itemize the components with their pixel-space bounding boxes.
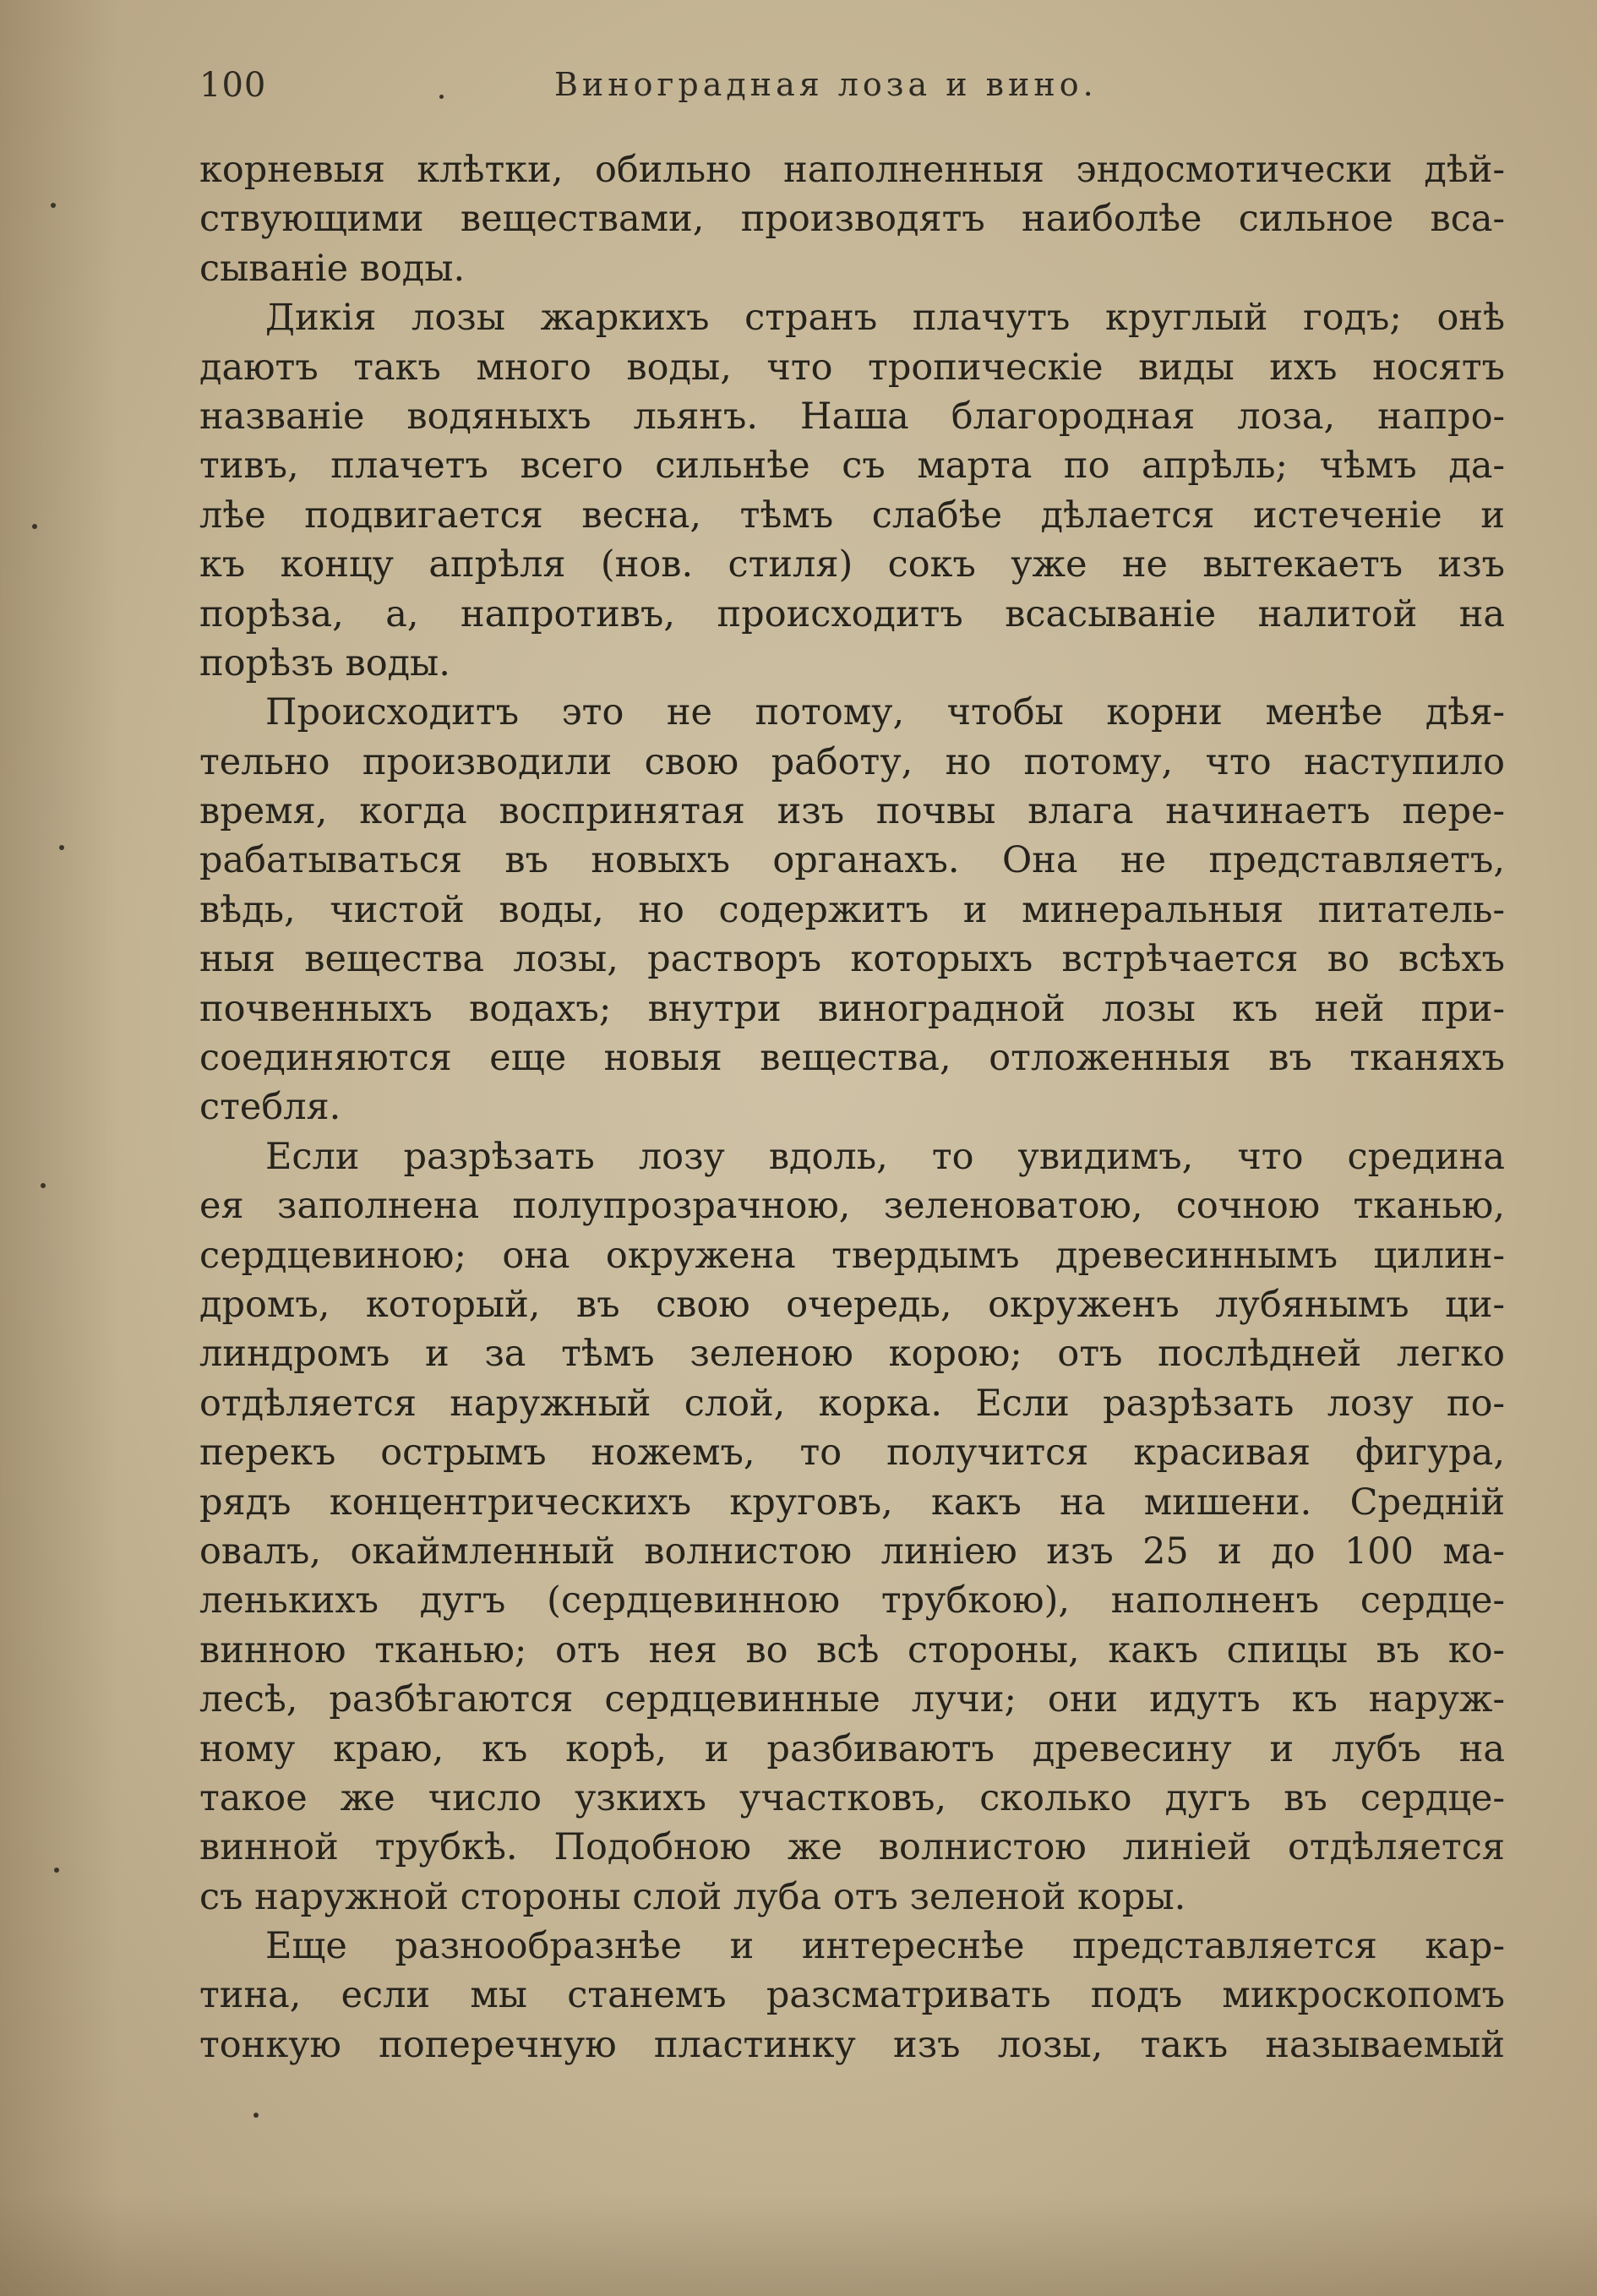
text-line: лесѣ, разбѣгаются сердцевинные лучи; они идутъ къ наруж- [199, 1678, 1505, 1721]
page-number: 100 [199, 66, 267, 105]
text-line: такое же число узкихъ участковъ, сколько дугъ въ сердце- [199, 1776, 1505, 1819]
text-line: стебля. [199, 1086, 341, 1129]
text-line: даютъ такъ много воды, что тропическіе виды ихъ носятъ [199, 346, 1505, 389]
paper-speck [253, 2113, 259, 2118]
text-line: Если разрѣзать лозу вдоль, то увидимъ, что средина [265, 1135, 1505, 1178]
text-line: тивъ, плачетъ всего сильнѣе съ марта по апрѣль; чѣмъ да- [199, 444, 1505, 488]
text-line: соединяются еще новыя вещества, отложенныя въ тканяхъ [199, 1037, 1505, 1080]
text-line: Дикія лозы жаркихъ странъ плачутъ круглый годъ; онѣ [265, 297, 1505, 340]
text-line: вѣдь, чистой воды, но содержитъ и минеральныя питатель- [199, 888, 1505, 931]
body-text [199, 145, 1505, 2070]
text-line: Происходитъ это не потому, чтобы корни менѣе дѣя- [265, 691, 1505, 734]
text-line: перекъ острымъ ножемъ, то получится красивая фигура, [199, 1432, 1505, 1475]
text-line: отдѣляется наружный слой, корка. Если разрѣзать лозу по- [199, 1382, 1505, 1425]
page-header [199, 66, 1518, 117]
text-line: ствующими веществами, производятъ наиболѣе сильное вса- [199, 198, 1505, 241]
text-line: сердцевиною; она окружена твердымъ древесиннымъ цилин- [199, 1234, 1505, 1277]
text-line: почвенныхъ водахъ; внутри виноградной лозы къ ней при- [199, 987, 1505, 1030]
text-line: ея заполнена полупрозрачною, зеленоватою, сочною тканью, [199, 1185, 1505, 1228]
text-line: тина, если мы станемъ разсматривать подъ микроскопомъ [199, 1974, 1505, 2017]
page-bottom-shadow [0, 2195, 1597, 2296]
text-line: винной трубкѣ. Подобною же волнистою линіей отдѣляется [199, 1826, 1505, 1869]
text-line: тельно производили свою работу, но потому, что наступило [199, 740, 1505, 783]
running-title: Виноградная лоза и вино. [554, 66, 1098, 103]
text-line: къ концу апрѣля (нов. стиля) сокъ уже не вытекаетъ изъ [199, 543, 1505, 586]
text-line: корневыя клѣтки, обильно наполненныя эндосмотически дѣй- [199, 149, 1505, 191]
paper-speck [59, 845, 64, 850]
text-line: съ наружной стороны слой луба отъ зеленой коры. [199, 1875, 1186, 1918]
text-line: Еще разнообразнѣе и интереснѣе представляется кар- [265, 1925, 1505, 1968]
text-line: порѣзъ воды. [199, 641, 450, 684]
text-line: рабатываться въ новыхъ органахъ. Она не представляетъ, [199, 839, 1505, 882]
paper-speck [54, 1868, 59, 1873]
page-gutter-shadow [0, 0, 118, 2296]
text-line: рядъ концентрическихъ круговъ, какъ на мишени. Средній [199, 1481, 1505, 1524]
paper-speck [51, 203, 56, 208]
text-line: ленькихъ дугъ (сердцевинною трубкою), наполненъ сердце- [199, 1579, 1505, 1622]
text-line: сываніе воды. [199, 247, 466, 290]
text-line: винною тканью; отъ нея во всѣ стороны, какъ спицы въ ко- [199, 1628, 1505, 1672]
text-line: ныя вещества лозы, растворъ которыхъ встрѣчается во всѣхъ [199, 938, 1505, 981]
text-line: линдромъ и за тѣмъ зеленою корою; отъ послѣдней легко [199, 1333, 1505, 1376]
text-line: тонкую поперечную пластинку изъ лозы, такъ называемый [199, 2023, 1505, 2066]
text-line: названіе водяныхъ льянъ. Наша благородная лоза, напро- [199, 395, 1505, 438]
text-line: дромъ, который, въ свою очередь, окруженъ лубянымъ ци- [199, 1283, 1505, 1326]
text-line: овалъ, окаймленный волнистою линіею изъ 25 и до 100 ма- [199, 1530, 1505, 1573]
text-line: лѣе подвигается весна, тѣмъ слабѣе дѣлается истеченіе и [199, 494, 1505, 537]
text-line: время, когда воспринятая изъ почвы влага начинаетъ пере- [199, 790, 1505, 833]
paper-speck [41, 1183, 46, 1188]
text-line: ному краю, къ корѣ, и разбиваютъ древесину и лубъ на [199, 1727, 1505, 1770]
text-line: порѣза, а, напротивъ, происходитъ всасываніе налитой на [199, 592, 1505, 635]
paper-speck [32, 524, 37, 529]
